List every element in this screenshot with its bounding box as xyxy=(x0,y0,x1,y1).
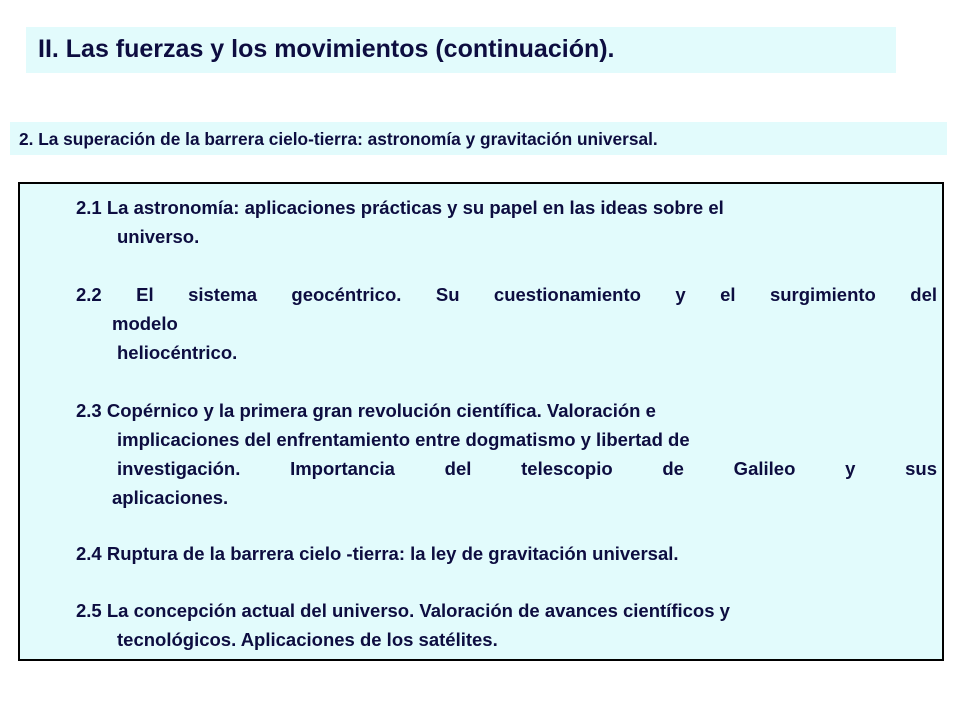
content-box xyxy=(18,182,944,661)
item-line: 2.2 El sistema geocéntrico. Su cuestionamiento y el surgimiento del xyxy=(76,284,937,305)
item-line: 2.1 La astronomía: aplicaciones prácticas y su papel en las ideas sobre el xyxy=(76,197,724,218)
item-line: investigación. Importancia del telescopio de Galileo y sus xyxy=(117,458,937,479)
section-subtitle-band xyxy=(10,122,947,155)
item-line: universo. xyxy=(117,226,200,247)
item-line: tecnológicos. Aplicaciones de los satélites. xyxy=(117,629,498,650)
item-line: 2.5 La concepción actual del universo. Valoración de avances científicos y xyxy=(76,600,730,621)
item-line: heliocéntrico. xyxy=(117,342,238,363)
title-band xyxy=(26,27,896,73)
item-line: modelo xyxy=(112,313,178,334)
item-line: 2.3 Copérnico y la primera gran revolución científica. Valoración e xyxy=(76,400,656,421)
item-line: implicaciones del enfrentamiento entre dogmatismo y libertad de xyxy=(117,429,690,450)
page-title: II. Las fuerzas y los movimientos (continuación). xyxy=(38,35,615,63)
item-line: aplicaciones. xyxy=(112,487,229,508)
section-subtitle: 2. La superación de la barrera cielo-tierra: astronomía y gravitación universal. xyxy=(19,129,658,149)
item-line: 2.4 Ruptura de la barrera cielo -tierra: la ley de gravitación universal. xyxy=(76,543,679,564)
